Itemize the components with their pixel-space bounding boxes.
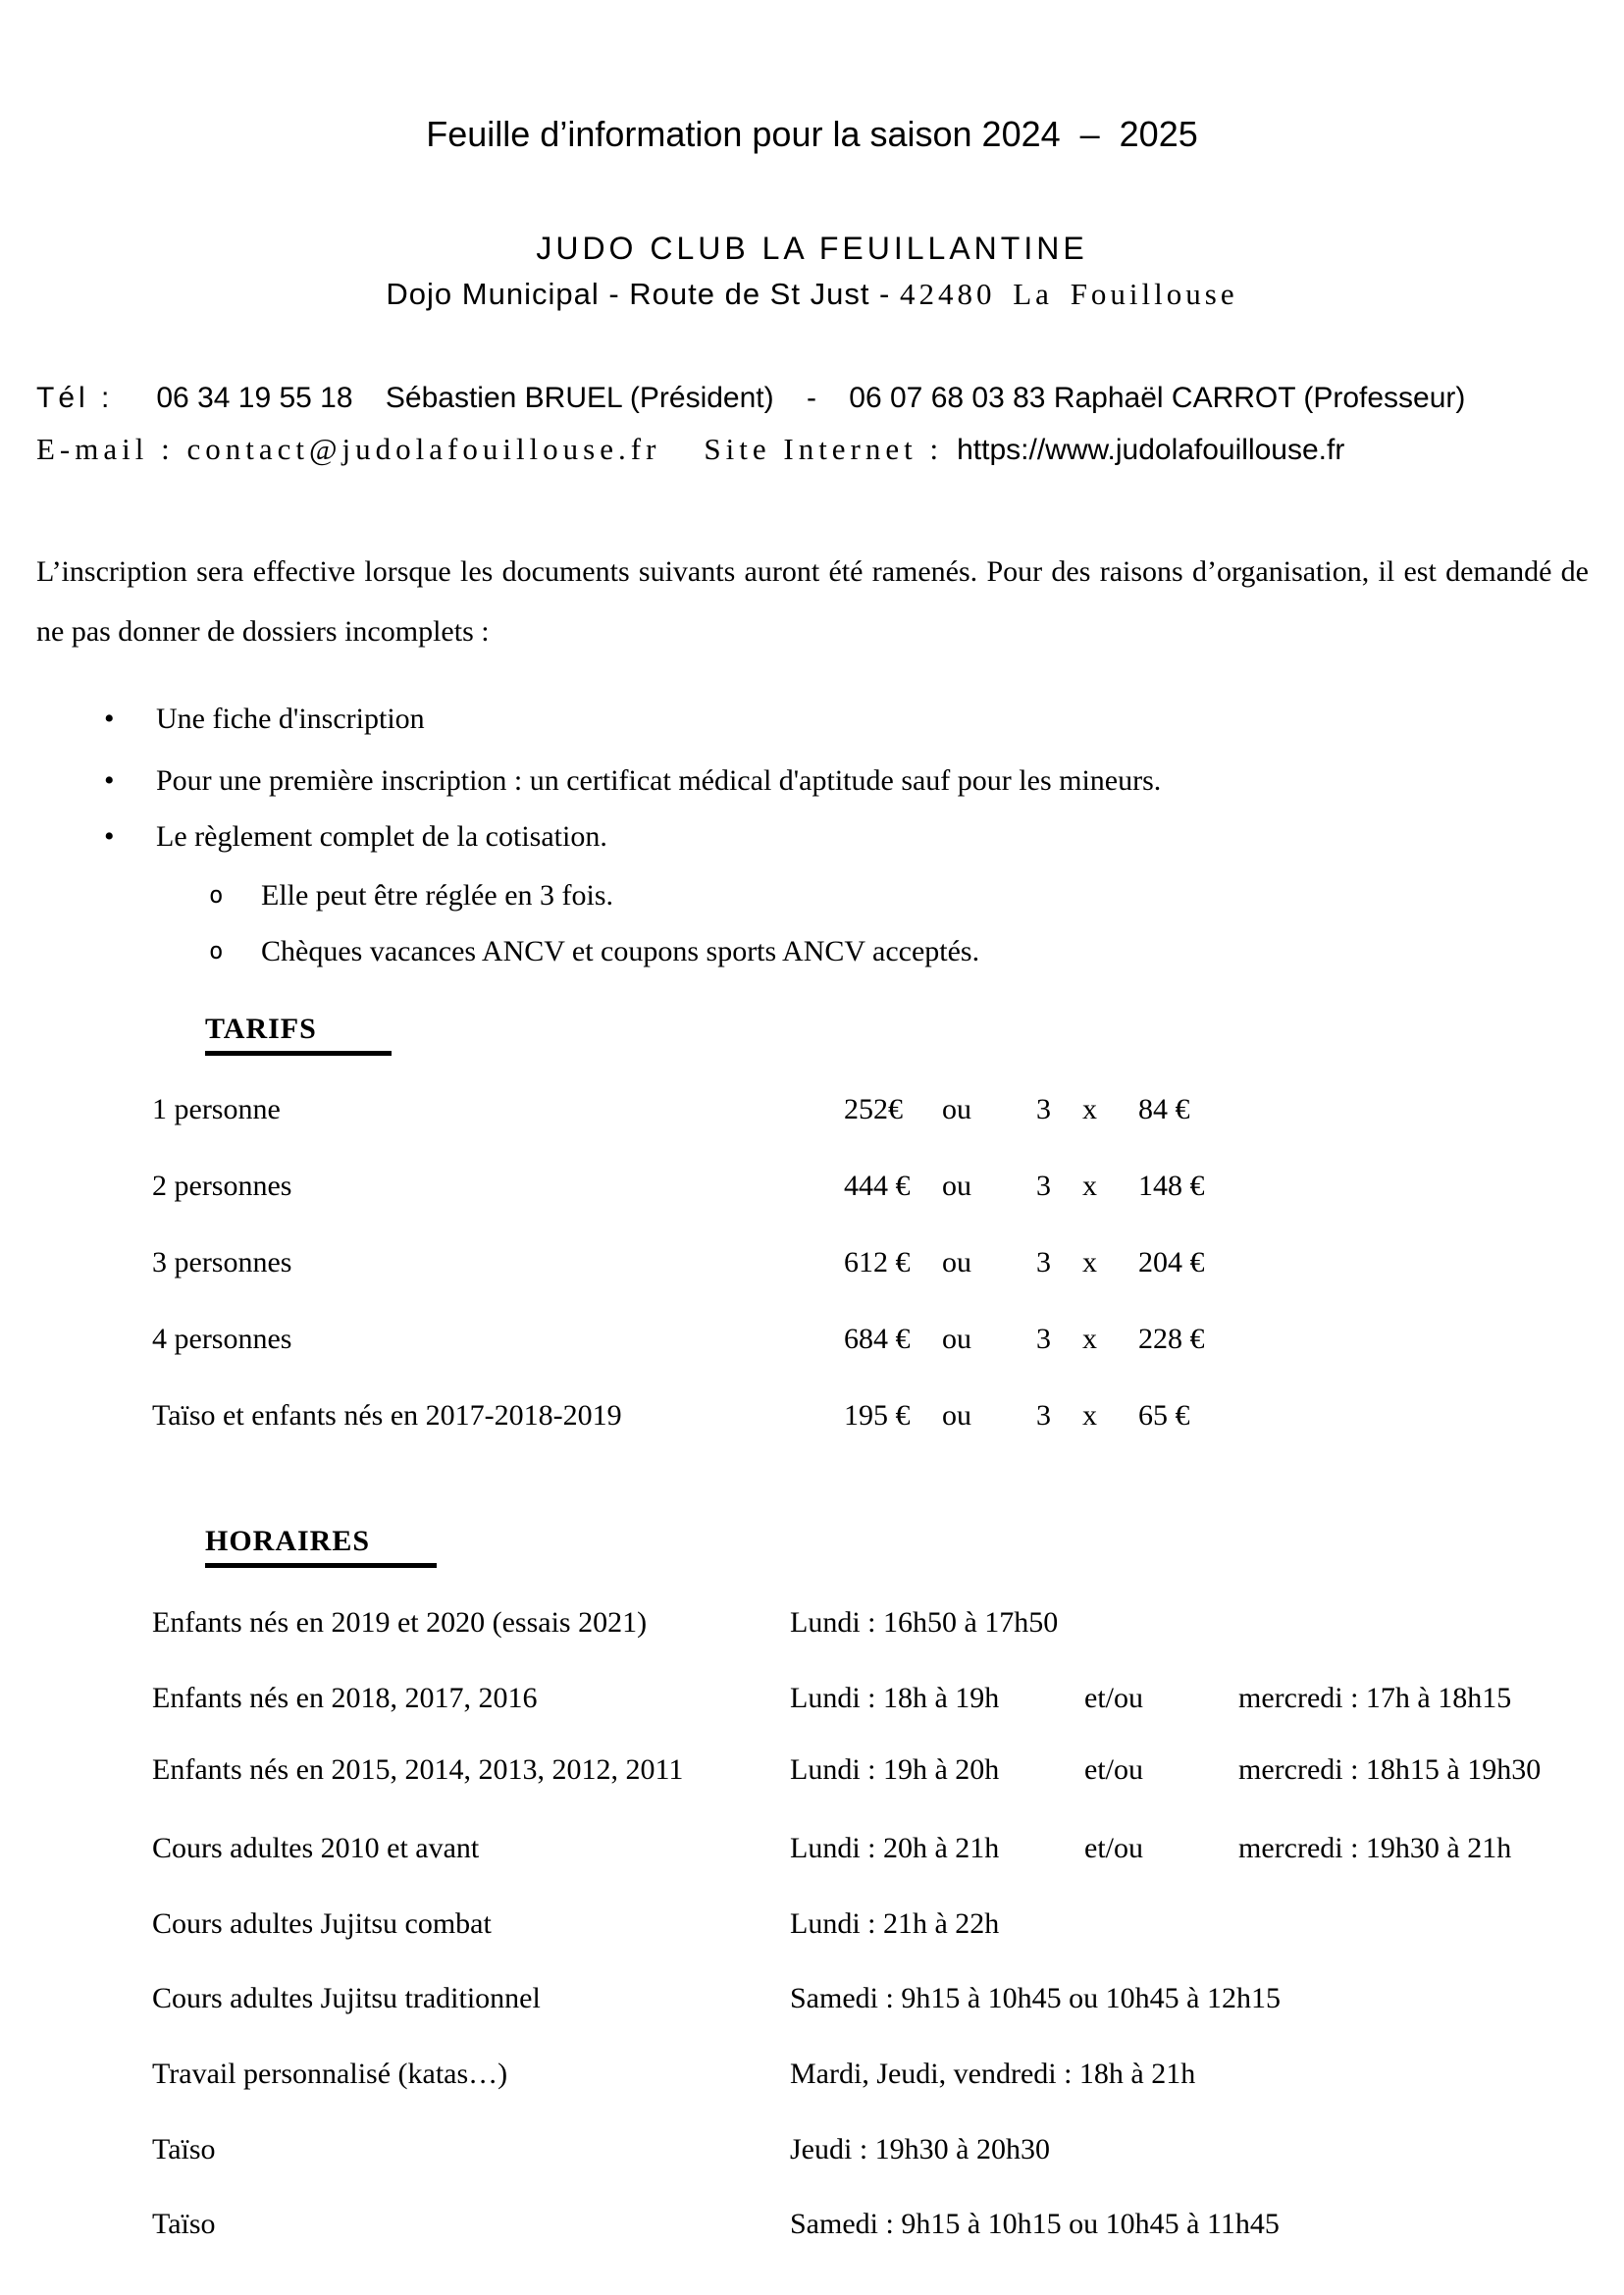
site-url: https://www.judolafouillouse.fr [957, 434, 1345, 466]
tarif-total: 252€ [844, 1093, 903, 1125]
tarif-label: Taïso et enfants nés en 2017-2018-2019 [152, 1399, 622, 1432]
bullet-icon: • [104, 820, 115, 853]
horaire-link [1084, 1904, 1238, 1944]
horaire-group: Enfants nés en 2015, 2014, 2013, 2012, 2011 [152, 1753, 684, 1786]
horaire-link: et/ou [1084, 1832, 1143, 1864]
tarif-row [152, 1090, 1585, 1129]
horaire-row [152, 1829, 1595, 1868]
tarif-times: x [1082, 1093, 1097, 1125]
sub-list-item-text: Elle peut être réglée en 3 fois. [261, 879, 614, 912]
tarif-times: x [1082, 1323, 1097, 1355]
tarif-ou: ou [942, 1323, 971, 1355]
tarifs-section-header [205, 1013, 392, 1056]
club-address [0, 277, 1624, 312]
horaires-heading: HORAIRES [205, 1525, 437, 1568]
horaire-link: et/ou [1084, 1682, 1143, 1714]
horaire-slot2 [1238, 2130, 1595, 2169]
email-line [36, 432, 1344, 467]
horaire-slot1: Lundi : 18h à 19h [790, 1682, 1000, 1714]
horaire-group: Travail personnalisé (katas…) [152, 2058, 508, 2090]
horaire-group: Enfants nés en 2019 et 2020 (essais 2021) [152, 1606, 648, 1639]
horaire-slot1: Lundi : 16h50 à 17h50 [790, 1606, 1059, 1639]
circle-bullet-icon: o [209, 881, 224, 909]
horaire-slot1: Lundi : 19h à 20h [790, 1753, 1000, 1786]
sub-list-item-text: Chèques vacances ANCV et coupons sports ANCV acceptés. [261, 935, 980, 967]
tarif-installment: 84 € [1138, 1093, 1190, 1125]
tarif-installment: 65 € [1138, 1399, 1190, 1432]
horaires-section-header [205, 1525, 437, 1568]
tarif-total: 612 € [844, 1246, 911, 1278]
phone-label: Tél : [36, 382, 114, 414]
tarif-times: x [1082, 1246, 1097, 1278]
club-address-city: 42480 La Fouillouse [900, 277, 1238, 311]
list-item-text: Le règlement complet de la cotisation. [156, 820, 607, 853]
list-item [0, 764, 1624, 804]
horaire-group: Cours adultes Jujitsu combat [152, 1907, 492, 1940]
tarif-label: 1 personne [152, 1093, 281, 1125]
list-item-text: Pour une première inscription : un certificat médical d'aptitude sauf pour les mineurs. [156, 764, 1162, 797]
horaire-link [1084, 1979, 1238, 2018]
horaire-link [1084, 2130, 1238, 2169]
horaire-group: Taïso [152, 2208, 216, 2240]
tarif-total: 444 € [844, 1170, 911, 1202]
horaire-row [152, 1750, 1595, 1790]
horaire-slot1: Lundi : 21h à 22h [790, 1907, 1000, 1940]
tarif-count: 3 [1036, 1246, 1051, 1278]
horaire-slot2: mercredi : 18h15 à 19h30 [1238, 1753, 1542, 1786]
horaire-slot2: mercredi : 19h30 à 21h [1238, 1832, 1512, 1864]
horaire-group: Enfants nés en 2018, 2017, 2016 [152, 1682, 538, 1714]
tarif-ou: ou [942, 1399, 971, 1432]
tarif-row [152, 1396, 1585, 1435]
intro-paragraph: L’inscription sera effective lorsque les documents suivants auront été ramenés. Pour des raisons d’organisation, il est demandé de ne pas donner de dossiers incomplets : [36, 555, 1589, 648]
horaire-slot2: mercredi : 17h à 18h15 [1238, 1682, 1512, 1714]
horaire-slot2 [1238, 2055, 1595, 2094]
tarif-count: 3 [1036, 1323, 1051, 1355]
tarif-count: 3 [1036, 1093, 1051, 1125]
tarif-row [152, 1320, 1585, 1359]
horaire-row [152, 2130, 1595, 2169]
tarif-label: 3 personnes [152, 1246, 292, 1278]
horaire-row [152, 1904, 1595, 1944]
tarif-times: x [1082, 1399, 1097, 1432]
horaire-row [152, 2205, 1595, 2244]
horaire-slot1: Jeudi : 19h30 à 20h30 [790, 2133, 1050, 2165]
tarif-count: 3 [1036, 1170, 1051, 1202]
horaire-slot2 [1238, 1979, 1595, 2018]
list-item [0, 703, 1624, 742]
list-item-text: Une fiche d'inscription [156, 703, 425, 735]
phone-numbers: 06 34 19 55 18 Sébastien BRUEL (Président) - 06 07 68 03 83 Raphaël CARROT (Professeur) [156, 382, 1466, 414]
tarif-total: 684 € [844, 1323, 911, 1355]
page-title: Feuille d’information pour la saison 2024 – 2025 [426, 114, 1198, 154]
sub-list-item [0, 935, 1624, 974]
horaire-link [1084, 2055, 1238, 2094]
horaire-row [152, 1979, 1595, 2018]
bullet-icon: • [104, 703, 115, 735]
tarifs-heading: TARIFS [205, 1013, 392, 1056]
sub-list-item [0, 879, 1624, 918]
horaire-link: et/ou [1084, 1753, 1143, 1786]
tarif-installment: 204 € [1138, 1246, 1205, 1278]
tarif-label: 2 personnes [152, 1170, 292, 1202]
tarif-times: x [1082, 1170, 1097, 1202]
horaire-row [152, 2055, 1595, 2094]
tarif-ou: ou [942, 1246, 971, 1278]
tarif-row [152, 1243, 1585, 1282]
tarif-ou: ou [942, 1170, 971, 1202]
horaire-slot1: Samedi : 9h15 à 10h45 ou 10h45 à 12h15 [790, 1982, 1281, 2014]
horaire-link [1084, 2205, 1238, 2244]
club-address-street: Dojo Municipal - Route de St Just - [386, 277, 900, 311]
tarif-installment: 148 € [1138, 1170, 1205, 1202]
phone-line [36, 382, 1465, 415]
horaire-slot2 [1238, 1603, 1595, 1643]
tarif-row [152, 1167, 1585, 1206]
horaire-slot1: Lundi : 20h à 21h [790, 1832, 1000, 1864]
tarif-label: 4 personnes [152, 1323, 292, 1355]
site-label: Site Internet : [704, 432, 944, 466]
horaire-group: Cours adultes Jujitsu traditionnel [152, 1982, 541, 2014]
horaire-row [152, 1603, 1595, 1643]
horaire-slot2 [1238, 2205, 1595, 2244]
bullet-icon: • [104, 764, 115, 797]
tarif-total: 195 € [844, 1399, 911, 1432]
email-address: E-mail : contact@judolafouillouse.fr [36, 432, 661, 466]
tarif-ou: ou [942, 1093, 971, 1125]
horaire-row [152, 1679, 1595, 1718]
horaire-group: Taïso [152, 2133, 216, 2165]
horaire-link [1084, 1603, 1238, 1643]
horaire-slot1: Mardi, Jeudi, vendredi : 18h à 21h [790, 2058, 1196, 2090]
tarif-count: 3 [1036, 1399, 1051, 1432]
tarif-installment: 228 € [1138, 1323, 1205, 1355]
horaire-group: Cours adultes 2010 et avant [152, 1832, 480, 1864]
horaire-slot1: Samedi : 9h15 à 10h15 ou 10h45 à 11h45 [790, 2208, 1280, 2240]
horaire-slot2 [1238, 1904, 1595, 1944]
circle-bullet-icon: o [209, 937, 224, 965]
list-item [0, 820, 1624, 860]
club-name: JUDO CLUB LA FEUILLANTINE [536, 231, 1088, 266]
